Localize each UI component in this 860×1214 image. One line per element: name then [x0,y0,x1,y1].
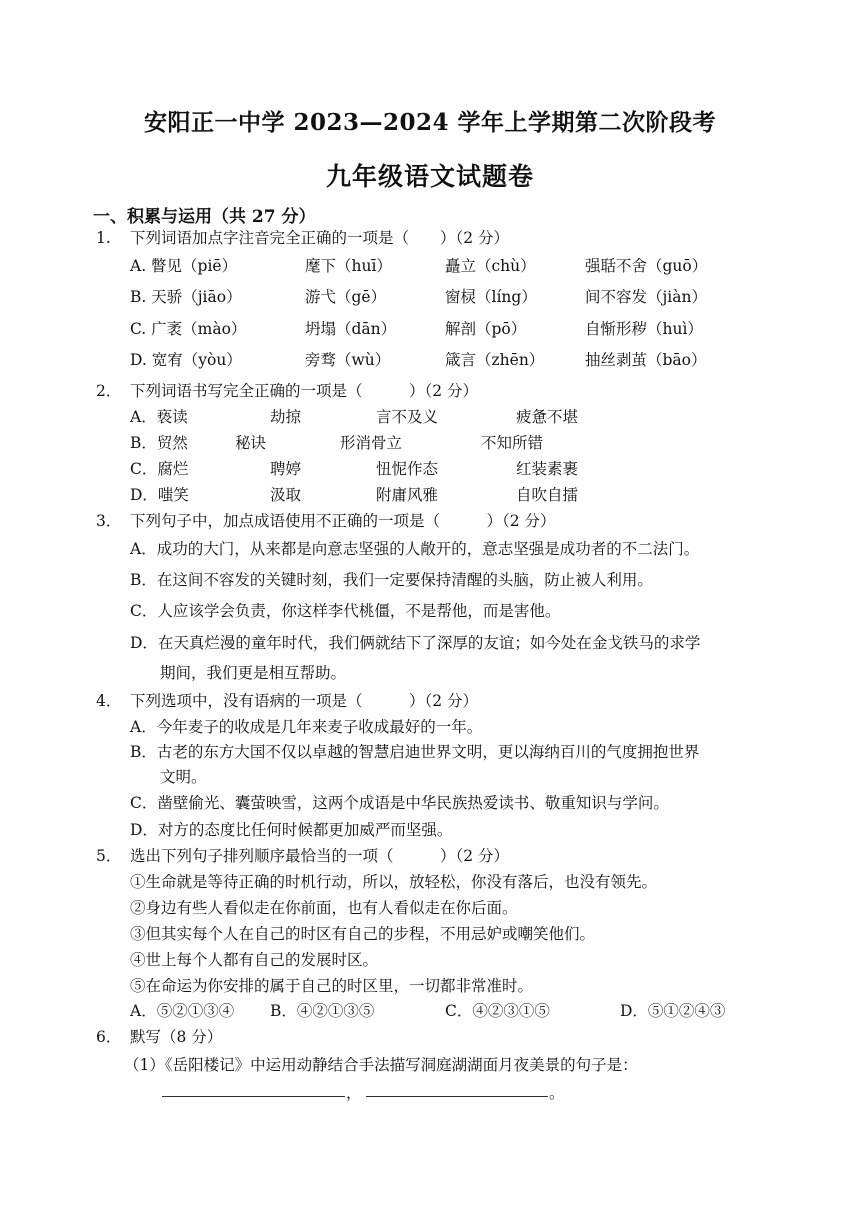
question-stem: 下列选项中，没有语病的一项是（ ）（2 分） [130,692,479,710]
q2-option: 不知所错 [481,434,544,452]
q5-sentence: ④世上每个人都有自己的发展时区。 [130,951,379,969]
q1-option: A. 瞥见（piē） [130,257,238,275]
q5-option: C．④②③①⑤ [445,1002,550,1020]
q2-option: 汲取 [270,486,302,504]
q1-option: 麾下（huī） [305,257,392,275]
question-stem: 下列词语加点字注音完全正确的一项是（ ）（2 分） [130,229,510,247]
q1-option: 自惭形秽（huì） [585,320,703,338]
section-heading: 一、积累与运用（共 27 分） [93,207,316,227]
question-stem: 下列句子中，加点成语使用不正确的一项是（ ）（2 分） [130,512,556,530]
q2-option: D．嗤笑 [130,486,189,504]
q5-option: B．④②①③⑤ [270,1002,375,1020]
q1-option: 间不容发（jiàn） [585,288,707,306]
question-stem: 下列词语书写完全正确的一项是（ ）（2 分） [130,382,479,400]
q3-option-a: A．成功的大门，从来都是向意志坚强的人敞开的，意志坚强是成功者的不二法门。 [130,540,700,558]
q1-option: D. 宽宥（yòu） [130,351,242,369]
question-number: 1. [96,229,111,247]
q4-option-c: C．凿壁偷光、囊萤映雪，这两个成语是中华民族热爱读书、敬重知识与学问。 [130,794,669,812]
q2-option: 附庸风雅 [376,486,439,504]
q2-option: 自吹自擂 [516,486,579,504]
q3-option-d: D．在天真烂漫的童年时代，我们俩就结下了深厚的友谊；如今处在金戈铁马的求学 [130,634,701,652]
q5-sentence: ①生命就是等待正确的时机行动，所以，放轻松，你没有落后，也没有领先。 [130,873,658,891]
q2-option: C．腐烂 [130,460,189,478]
q1-option: 箴言（zhēn） [445,351,545,369]
q1-option: 抽丝剥茧（bāo） [585,351,707,369]
q2-option: 劫掠 [270,408,302,426]
question-number: 6． [96,1028,122,1046]
q2-option: 红装素裹 [516,460,579,478]
q2-option: B．贸然 [130,434,188,452]
q3-option-c: C．人应该学会负责，你这样李代桃僵，不是帮他，而是害他。 [130,602,561,620]
q5-sentence: ②身边有些人看似走在你前面，也有人看似走在你后面。 [130,899,518,917]
q5-sentence: ⑤在命运为你安排的属于自己的时区里，一切都非常准时。 [130,977,534,995]
question-number: 2． [96,382,122,400]
blank-separator: 。 [549,1084,565,1102]
q4-option-b-cont: 文明。 [160,768,207,786]
question-number: 3． [96,512,122,530]
question-number: 5． [96,847,122,865]
q2-option: 秘诀 [235,434,267,452]
q5-sentence: ③但其实每个人在自己的时区有自己的步程，不用忌妒或嘲笑他们。 [130,925,596,943]
q3-option-b: B．在这间不容发的关键时刻，我们一定要保持清醒的头脑，防止被人利用。 [130,571,653,589]
q2-option: 忸怩作态 [376,460,439,478]
q1-option: 解剖（pō） [445,320,527,338]
q5-option: A．⑤②①③④ [130,1002,235,1020]
q1-option: C. 广袤（mào） [130,320,247,338]
q1-option: 矗立（chù） [445,257,536,275]
q2-option: A．亵读 [130,408,188,426]
q2-option: 形消骨立 [340,434,403,452]
q4-option-b: B．古老的东方大国不仅以卓越的智慧启迪世界文明，更以海纳百川的气度拥抱世界 [130,743,700,761]
blank-separator: ， [346,1084,362,1102]
q1-option: 旁骛（wù） [305,351,391,369]
q1-option: 窗棂（líng） [445,288,537,306]
question-stem: 默写（8 分） [130,1028,223,1046]
exam-title: 安阳正一中学 2023—2024 学年上学期第二次阶段考 [143,109,717,136]
q1-option: B. 天骄（jiāo） [130,288,242,306]
q2-option: 聘婷 [270,460,302,478]
q2-option: 言不及义 [376,408,439,426]
q1-option: 坍塌（dān） [305,320,397,338]
q5-option: D．⑤①②④③ [620,1002,726,1020]
q6-prompt-1: （1）《岳阳楼记》中运用动静结合手法描写洞庭湖湖面月夜美景的句子是： [124,1056,638,1074]
answer-blank[interactable] [366,1096,548,1097]
question-stem: 选出下列句子排列顺序最恰当的一项（ ）（2 分） [130,847,510,865]
answer-blank[interactable] [162,1096,345,1097]
q3-option-d-cont: 期间，我们更是相互帮助。 [160,664,347,682]
q4-option-a: A．今年麦子的收成是几年来麦子收成最好的一年。 [130,718,483,736]
q2-option: 疲惫不堪 [516,408,579,426]
q1-option: 强聒不舍（guō） [585,257,708,275]
q4-option-d: D．对方的态度比任何时候都更加威严而坚强。 [130,821,453,839]
exam-subtitle: 九年级语文试题卷 [325,162,534,191]
question-number: 4． [96,692,122,710]
q1-option: 游弋（gē） [305,288,387,306]
